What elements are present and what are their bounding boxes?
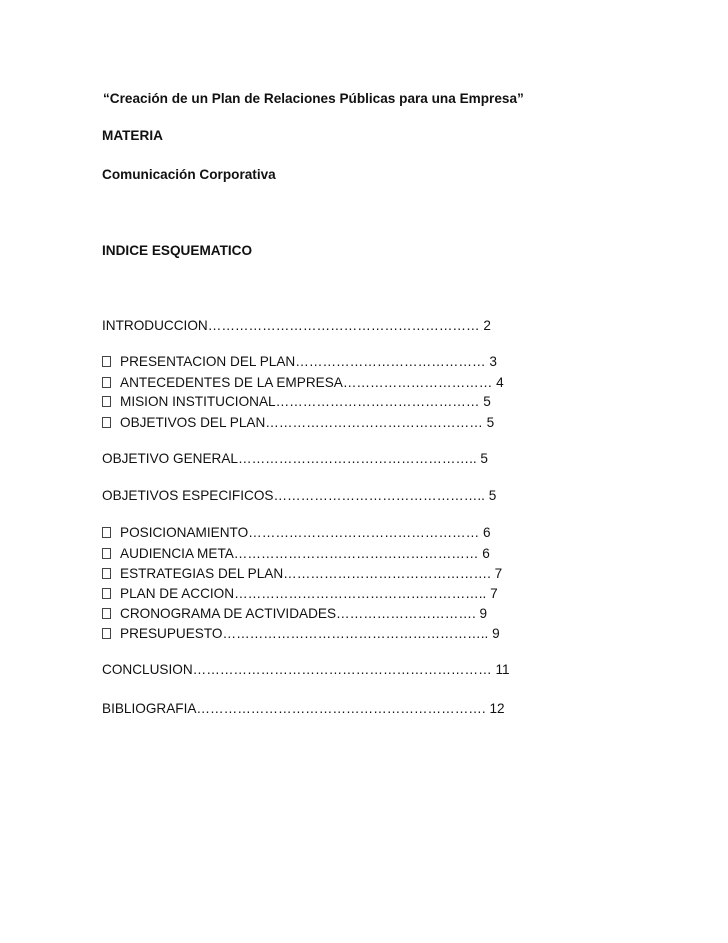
toc-item-label: PRESUPUESTO………………………………………………….. 9 [120, 626, 500, 641]
toc-list-item [102, 585, 498, 603]
toc-list-item [102, 374, 504, 392]
bullet-box-icon [102, 628, 111, 639]
document-title: “Creación de un Plan de Relaciones Públicas para una Empresa” [103, 91, 524, 106]
bullet-box-icon [102, 588, 111, 599]
bullet-box-icon [102, 417, 111, 428]
bullet-box-icon [102, 377, 111, 388]
toc-entry-conclusion: CONCLUSION………………………………………………………… 11 [102, 662, 510, 677]
toc-item-label: AUDIENCIA META……………………………………………… 6 [120, 546, 490, 561]
toc-entry-bibliografia: BIBLIOGRAFIA………………………………………………………. 12 [102, 701, 505, 716]
toc-list-item [102, 353, 497, 371]
subject-label: MATERIA [102, 128, 163, 143]
toc-item-label: MISION INSTITUCIONAL……………………………………… 5 [120, 394, 491, 409]
bullet-box-icon [102, 527, 111, 538]
index-heading: INDICE ESQUEMATICO [102, 243, 253, 258]
bullet-box-icon [102, 396, 111, 407]
toc-list-item [102, 625, 500, 643]
toc-entry-introduccion: INTRODUCCION…………………………………………………… 2 [102, 318, 491, 333]
toc-item-label: ANTECEDENTES DE LA EMPRESA…………………………… 4 [120, 375, 504, 390]
toc-item-label: PLAN DE ACCION……………………………………………….. 7 [120, 586, 498, 601]
toc-entry-objetivos-especificos: OBJETIVOS ESPECIFICOS……………………………………….. 5 [102, 488, 497, 503]
toc-list-item [102, 393, 491, 411]
toc-list-item [102, 524, 491, 542]
toc-entry-objetivo-general: OBJETIVO GENERAL…………………………………………….. 5 [102, 451, 488, 466]
toc-item-label: CRONOGRAMA DE ACTIVIDADES…………………………. 9 [120, 606, 488, 621]
toc-item-label: ESTRATEGIAS DEL PLAN………………………………………. 7 [120, 566, 503, 581]
toc-list-item [102, 545, 490, 563]
toc-item-label: PRESENTACION DEL PLAN…………………………………… 3 [120, 354, 497, 369]
toc-item-label: POSICIONAMIENTO…………………………………………… 6 [120, 525, 491, 540]
toc-list-item [102, 565, 502, 583]
bullet-box-icon [102, 548, 111, 559]
bullet-box-icon [102, 608, 111, 619]
subject-value: Comunicación Corporativa [102, 167, 276, 182]
toc-list-item [102, 605, 487, 623]
bullet-box-icon [102, 568, 111, 579]
toc-item-label: OBJETIVOS DEL PLAN………………………………………… 5 [120, 415, 495, 430]
bullet-box-icon [102, 356, 111, 367]
toc-list-item [102, 414, 494, 432]
